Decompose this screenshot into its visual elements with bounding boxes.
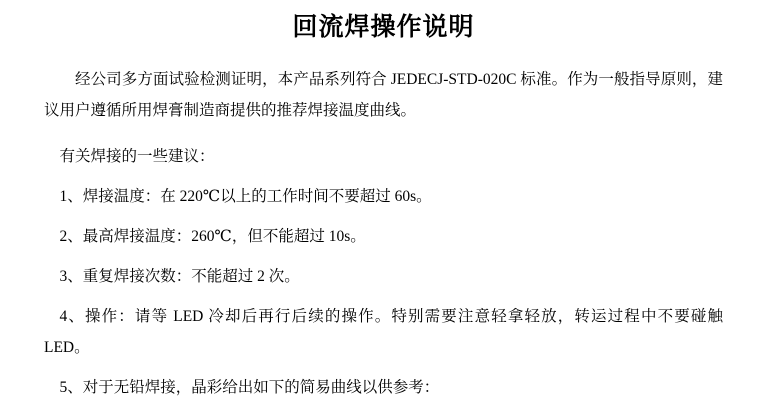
- document-page: [0, 8, 767, 419]
- list-item-4: 4、操作：请等 LED 冷却后再行后续的操作。特别需要注意轻拿轻放，转运过程中不要碰触 LED。: [44, 308, 723, 356]
- list-item-1: 1、焊接温度：在 220℃以上的工作时间不要超过 60s。: [59, 188, 432, 205]
- paragraph-intro: 经公司多方面试验检测证明，本产品系列符合 JEDECJ-STD-020C 标准。作为一般指导原则，建议用户遵循所用焊膏制造商提供的推荐焊接温度曲线。: [44, 71, 723, 119]
- document-body: [24, 64, 743, 403]
- page-title: 回流焊操作说明: [292, 14, 475, 41]
- list-item-2: 2、最高焊接温度：260℃，但不能超过 10s。: [59, 228, 366, 245]
- paragraph-suggestions-heading: 有关焊接的一些建议：: [59, 148, 215, 165]
- list-item-5: 5、对于无铅焊接，晶彩给出如下的简易曲线以供参考：: [59, 379, 440, 396]
- list-item-3: 3、重复焊接次数：不能超过 2 次。: [59, 268, 300, 285]
